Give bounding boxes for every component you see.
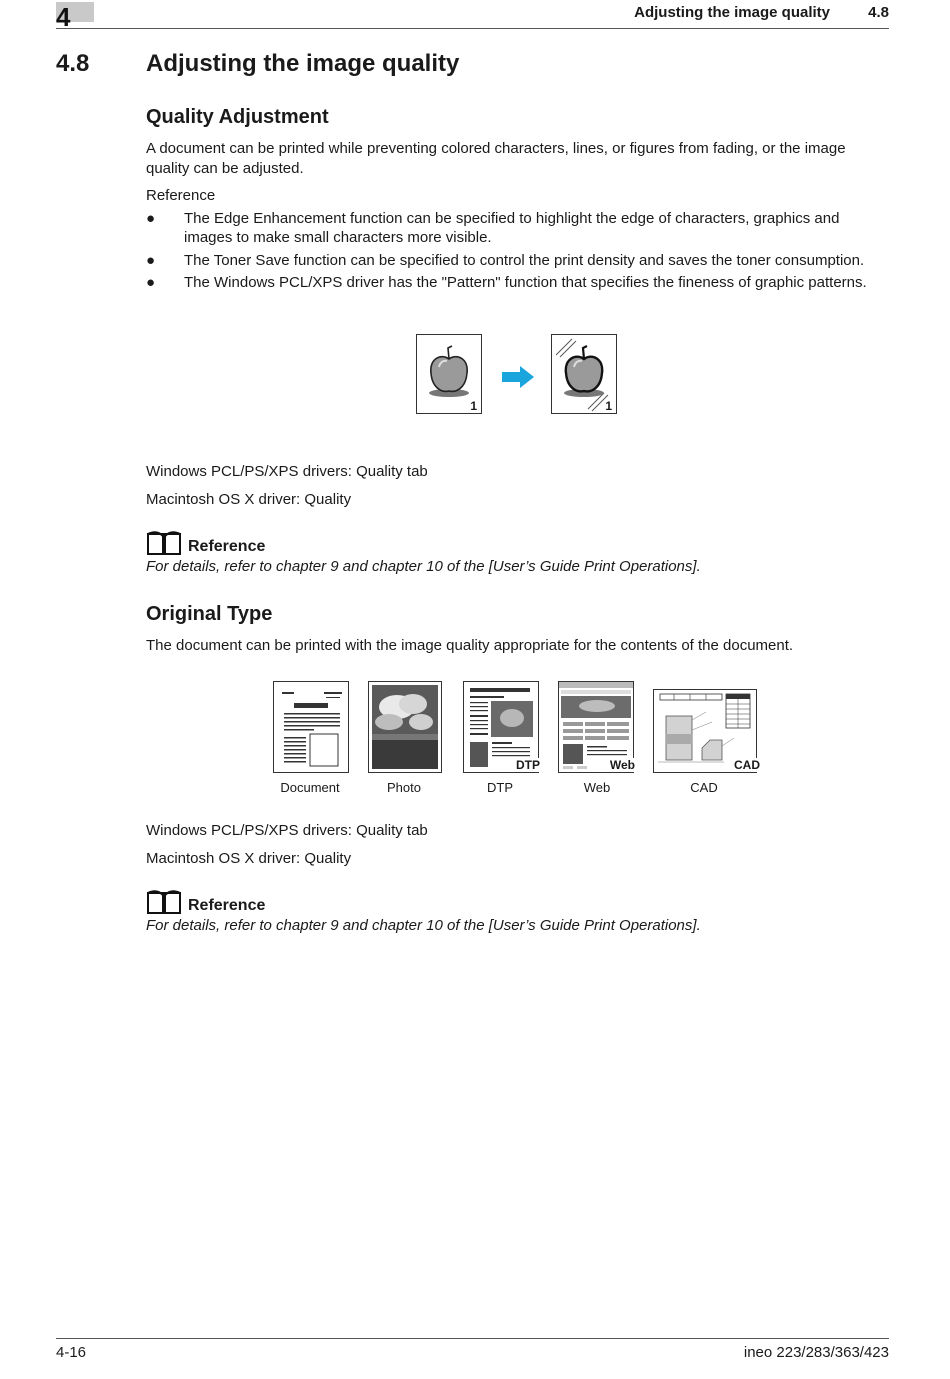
- original-type-section: [146, 603, 890, 656]
- header-rule: [56, 28, 889, 29]
- list-item: ● The Toner Save function can be specified to control the print density and saves the toner consumption.: [146, 251, 865, 269]
- quality-heading: Quality Adjustment: [146, 106, 329, 128]
- quality-intro: A document can be printed while preventing colored characters, lines, or figures from fading, or the image quality can be adjusted.: [146, 140, 846, 177]
- page-number: 4-16: [56, 1344, 87, 1361]
- list-item: ● The Windows PCL/XPS driver has the "Pattern" function that specifies the fineness of graphic patterns.: [146, 274, 867, 291]
- reference-text: For details, refer to chapter 9 and chapter 10 of the [User’s Guide Print Operations].: [146, 917, 701, 934]
- photo-thumbnail: [368, 681, 442, 773]
- book-reference-icon: [146, 530, 182, 556]
- web-badge: Web: [609, 758, 635, 772]
- section-title: Adjusting the image quality: [146, 50, 460, 77]
- original-driver-info: [146, 821, 890, 868]
- web-thumbnail: [558, 681, 634, 773]
- chapter-number: 4: [56, 2, 71, 32]
- dtp-badge: DTP: [516, 758, 540, 772]
- right-arrow-icon: [502, 366, 534, 388]
- running-section: 4.8: [868, 4, 889, 21]
- quality-driver-info: [146, 462, 890, 509]
- footer-rule: [56, 1338, 889, 1339]
- type-label-dtp: DTP: [487, 780, 513, 795]
- type-label-cad: CAD: [690, 780, 718, 795]
- page-number-after: 1: [605, 399, 612, 413]
- before-page-illustration: [416, 334, 482, 414]
- dtp-thumbnail: [463, 681, 539, 773]
- cad-thumbnail: [653, 689, 760, 773]
- model-name: ineo 223/283/363/423: [743, 1344, 889, 1361]
- mac-driver-text: Macintosh OS X driver: Quality: [146, 849, 352, 867]
- type-label-photo: Photo: [387, 780, 421, 795]
- quality-section: [146, 106, 890, 296]
- type-label-web: Web: [583, 780, 611, 795]
- reference-title: Reference: [188, 897, 266, 914]
- section-number: 4.8: [56, 50, 90, 77]
- original-type-intro: The document can be printed with the image quality appropriate for the contents of the document.: [146, 637, 794, 654]
- page-number-before: 1: [470, 399, 477, 413]
- reference-list: [146, 209, 890, 293]
- windows-driver-text: Windows PCL/PS/XPS drivers: Quality tab: [146, 822, 428, 839]
- cad-badge: CAD: [734, 758, 760, 772]
- mac-driver-text: Macintosh OS X driver: Quality: [146, 490, 352, 508]
- original-reference: [146, 889, 890, 934]
- quality-reference: [146, 530, 890, 575]
- reference-text: For details, refer to chapter 9 and chapter 10 of the [User’s Guide Print Operations].: [146, 558, 701, 575]
- running-title: Adjusting the image quality: [634, 4, 830, 21]
- book-reference-icon: [146, 889, 182, 915]
- after-page-illustration: [551, 334, 617, 414]
- list-item: ● The Edge Enhancement function can be specified to highlight the edge of characters, graphics and images to make small characters more visible.: [146, 209, 840, 246]
- reference-title: Reference: [188, 538, 266, 555]
- windows-driver-text: Windows PCL/PS/XPS drivers: Quality tab: [146, 463, 428, 480]
- type-label-document: Document: [280, 780, 340, 795]
- reference-label: Reference: [146, 187, 216, 204]
- document-thumbnail: [273, 681, 349, 773]
- original-type-heading: Original Type: [146, 603, 273, 625]
